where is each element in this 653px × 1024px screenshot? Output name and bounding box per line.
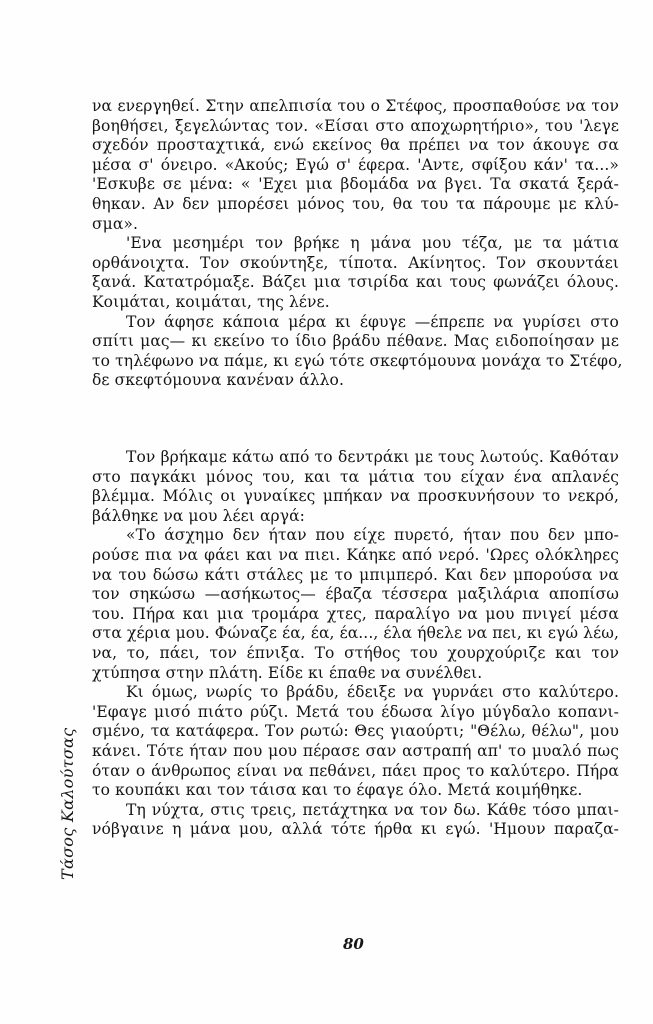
text-line: κάνει. Τότε ήταν που μου πέρασε σαν αστραπή απ' το μυαλό πως: [92, 742, 619, 760]
text-line: Κοιμάται, κοιμάται, της λένε.: [92, 293, 330, 311]
text-line: στο παγκάκι μόνος του, και τα μάτια του είχαν ένα απλανές: [92, 467, 619, 486]
text-line: ορθάνοιχτα. Τον σκούντηξε, τίποτα. Ακίνητος. Τον σκουντάει: [92, 253, 619, 272]
text-line: τον σηκώσω —ασήκωτος— έβαζα τέσσερα μαξιλάρια αποπίσω: [92, 585, 619, 604]
text-line: ρούσε πια να φάει και να πιει. Κάηκε από νερό. 'Ωρες ολόκληρες: [92, 546, 619, 564]
text-line: «Το άσχημο δεν ήταν που είχε πυρετό, ήταν που δεν μπο-: [126, 526, 619, 545]
text-line: ξανά. Κατατρόμαξε. Βάζει μια τσιρίδα και τους φωνάζει όλους.: [92, 273, 619, 292]
text-line: μέσα σ' όνειρο. «Ακούς; Εγώ σ' έφερα. 'Αντε, σφίξου κάν' τα...»: [92, 155, 619, 174]
text-line: σπίτι μας— κι εκείνο το ίδιο βράδυ πέθανε. Μας ειδοποίησαν με: [92, 332, 619, 351]
text-line: να, το, πάει, τον έπνιξα. Το στήθος του χουρχούριζε και τον: [92, 644, 619, 662]
page-number: 80: [343, 935, 364, 953]
text-line: να του δώσω κάτι στάλες με το μπιμπερό. Και δεν μπορούσα να: [92, 565, 619, 584]
author-name: Τάσος Καλούτσας: [58, 727, 77, 880]
text-line: να ενεργηθεί. Στην απελπισία του ο Στέφος, προσπαθούσε να τον: [92, 97, 619, 115]
text-line: βάλθηκε να μου λέει αργά:: [92, 506, 306, 525]
text-line: 'Εσκυβε σε μένα: « 'Εχει μια βδομάδα να βγει. Τα σκατά ξερά-: [92, 175, 619, 194]
text-line: του. Πήρα και μια τρομάρα χτες, παραλίγο να μου πνιγεί μέσα: [92, 604, 619, 623]
text-line: Τη νύχτα, στις τρεις, πετάχτηκα να τον δω. Κάθε τόσο μπαι-: [126, 800, 619, 819]
text-line: σμένο, τα κατάφερα. Τον ρωτώ: Θες γιαούρτι; "Θέλω, θέλω", μου: [92, 722, 619, 741]
text-line: 'Εφαγε μισό πιάτο ρύζι. Μετά του έδωσα λίγο μύγδαλο κοπανι-: [92, 702, 619, 721]
text-line: Τον βρήκαμε κάτω από το δεντράκι με τους λωτούς. Καθόταν: [126, 448, 619, 466]
text-line: δε σκεφτόμουνα κανέναν άλλο.: [92, 371, 345, 390]
text-line: χτύπησα στην πλάτη. Είδε κι έπαθε να συνέλθει.: [92, 663, 483, 682]
text-line: σχεδόν προσταχτικά, ενώ εκείνος θα πρέπει να τον άκουγε σα: [92, 136, 619, 155]
text-line: όταν ο άνθρωπος είναι να πεθάνει, πάει προς το καλύτερο. Πήρα: [92, 761, 619, 780]
text-line: στα χέρια μου. Φώναζε έα, έα, έα..., έλα ήθελε να πει, κι εγώ λέω,: [92, 624, 619, 643]
text-line: νόβγαινε η μάνα μου, αλλά τότε ήρθα κι εγώ. 'Ημουν παραζα-: [92, 820, 619, 839]
text-line: βοηθήσει, ξεγελώντας τον. «Είσαι στο αποχωρητήριο», του 'λεγε: [92, 116, 619, 135]
text-line: το τηλέφωνο να πάμε, κι εγώ τότε σκεφτόμουνα μονάχα το Στέφο,: [92, 351, 623, 370]
text-line: Τον άφησε κάποια μέρα κι έφυγε —έπρεπε να γυρίσει στο: [126, 312, 619, 331]
text-line: θηκαν. Αν δεν μπορέσει μόνος του, θα του τα πάρουμε με κλύ-: [92, 195, 619, 213]
text-line: 'Ενα μεσημέρι τον βρήκε η μάνα μου τέζα, με τα μάτια: [126, 234, 619, 253]
text-line: Κι όμως, νωρίς το βράδυ, έδειξε να γυρνάει στο καλύτερο.: [126, 683, 619, 702]
text-line: το κουπάκι και τον τάισα και το έφαγε όλο. Μετά κοιμήθηκε.: [92, 781, 583, 800]
text-line: σμα».: [92, 214, 139, 233]
text-line: βλέμμα. Μόλις οι γυναίκες μπήκαν να προσκυνήσουν το νεκρό,: [92, 487, 619, 506]
